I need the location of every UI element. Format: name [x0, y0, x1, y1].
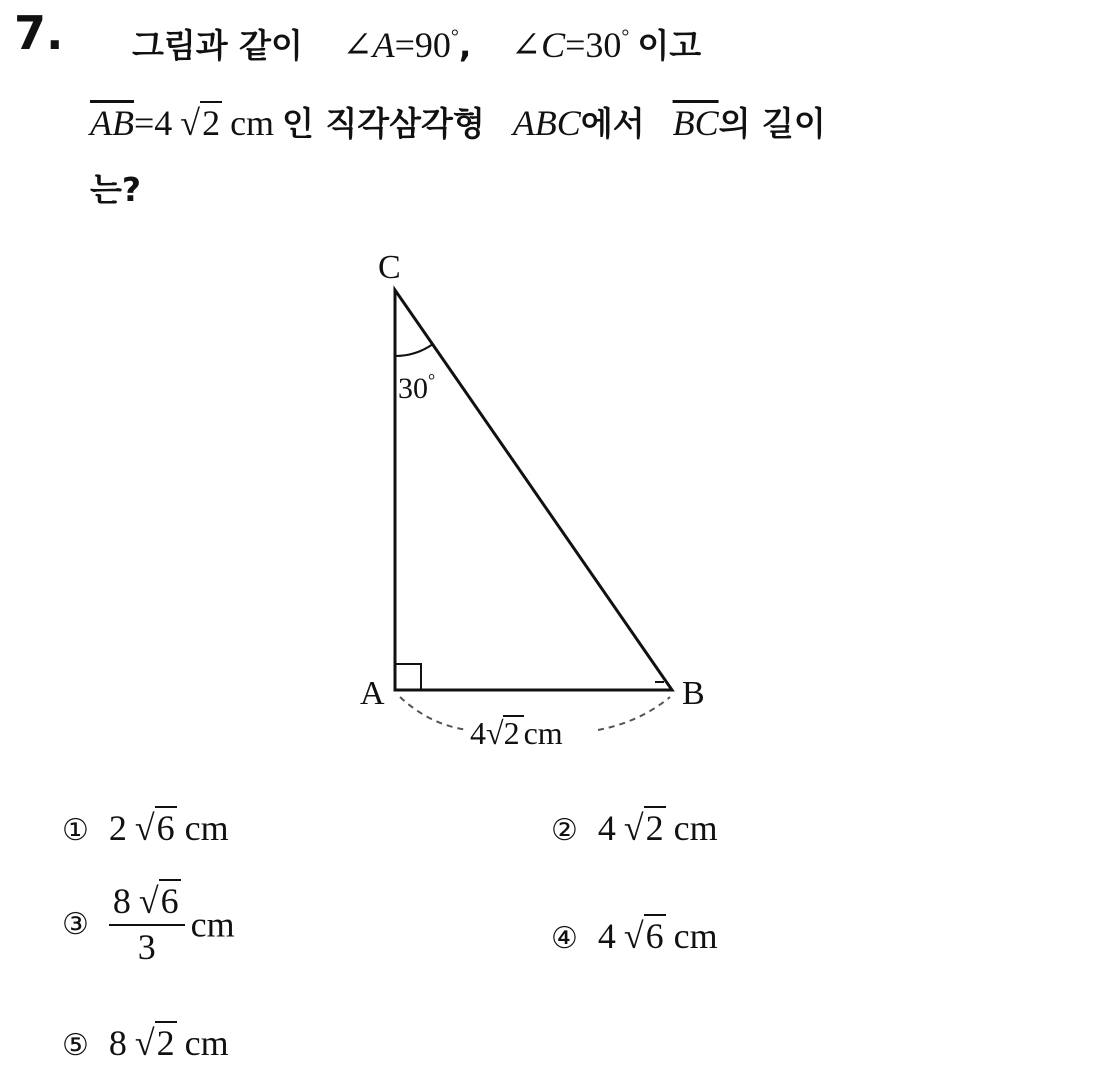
segment-ab-value: =4	[133, 103, 173, 143]
question-line-3: 는?	[90, 170, 142, 209]
unit: cm	[190, 904, 235, 945]
angle-a-symbol: ∠	[342, 25, 373, 65]
angle-c-arc	[395, 344, 433, 356]
numerator-coef: 8	[112, 881, 131, 921]
choice-5[interactable]	[62, 1022, 229, 1064]
segment-ab: $\overline{AB}$	[90, 103, 134, 143]
choice-marker: ②	[551, 813, 578, 848]
angle-c-var: C	[541, 25, 566, 65]
angle-c-symbol: ∠	[510, 25, 542, 65]
choice-2[interactable]	[551, 807, 718, 849]
triangle	[395, 290, 672, 690]
segment-bc: $\overline{BC}$	[672, 103, 719, 143]
choice-marker: ③	[62, 907, 89, 943]
unit: cm	[184, 808, 229, 848]
sqrt-expression: √6	[138, 881, 179, 921]
choice-marker: ④	[551, 921, 578, 956]
side-ab-dashed-brace	[598, 697, 670, 730]
unit: cm	[673, 916, 718, 956]
right-angle-mark	[395, 664, 421, 690]
side-ab-dashed-brace	[400, 697, 468, 730]
choice-marker: ①	[62, 813, 89, 848]
choice-1[interactable]	[62, 807, 229, 849]
degree-symbol: °	[621, 26, 630, 48]
fraction	[109, 882, 185, 967]
sqrt-expression: √2	[623, 808, 664, 848]
question-text: 의 길이	[718, 104, 826, 143]
choice-3[interactable]	[62, 882, 235, 967]
vertex-label-c: C	[378, 249, 401, 286]
triangle-name: ABC	[512, 103, 581, 143]
unit: cm	[230, 103, 275, 143]
unit: cm	[184, 1023, 229, 1063]
choice-marker: ⑤	[62, 1028, 89, 1063]
question-number: 7.	[14, 6, 64, 60]
choice-coef: 4	[597, 916, 616, 956]
sqrt-expression: √2	[134, 1023, 175, 1063]
angle-a-value: =90	[394, 25, 451, 65]
choice-coef: 4	[597, 808, 616, 848]
choice-coef: 2	[108, 808, 127, 848]
vertex-label-a: A	[360, 675, 385, 712]
choice-coef: 8	[108, 1023, 127, 1063]
side-ab-label: 4√2 cm	[470, 715, 563, 751]
sqrt-expression: √2	[180, 103, 221, 143]
question-text: 인 직각삼각형	[282, 104, 485, 143]
question-text: 그림과 같이	[132, 26, 303, 65]
denominator: 3	[137, 926, 156, 967]
angle-a-var: A	[372, 25, 395, 65]
comma: ,	[458, 26, 472, 65]
angle-c-value: =30	[565, 25, 622, 65]
vertex-label-b: B	[682, 675, 705, 712]
question-text: 이고	[637, 26, 702, 65]
angle-c-label: 30°	[398, 370, 436, 405]
unit: cm	[673, 808, 718, 848]
sqrt-expression: √6	[134, 808, 175, 848]
question-text: 에서	[580, 104, 645, 143]
choice-4[interactable]	[551, 915, 718, 957]
degree-symbol: °	[450, 26, 459, 48]
sqrt-expression: √6	[623, 916, 664, 956]
